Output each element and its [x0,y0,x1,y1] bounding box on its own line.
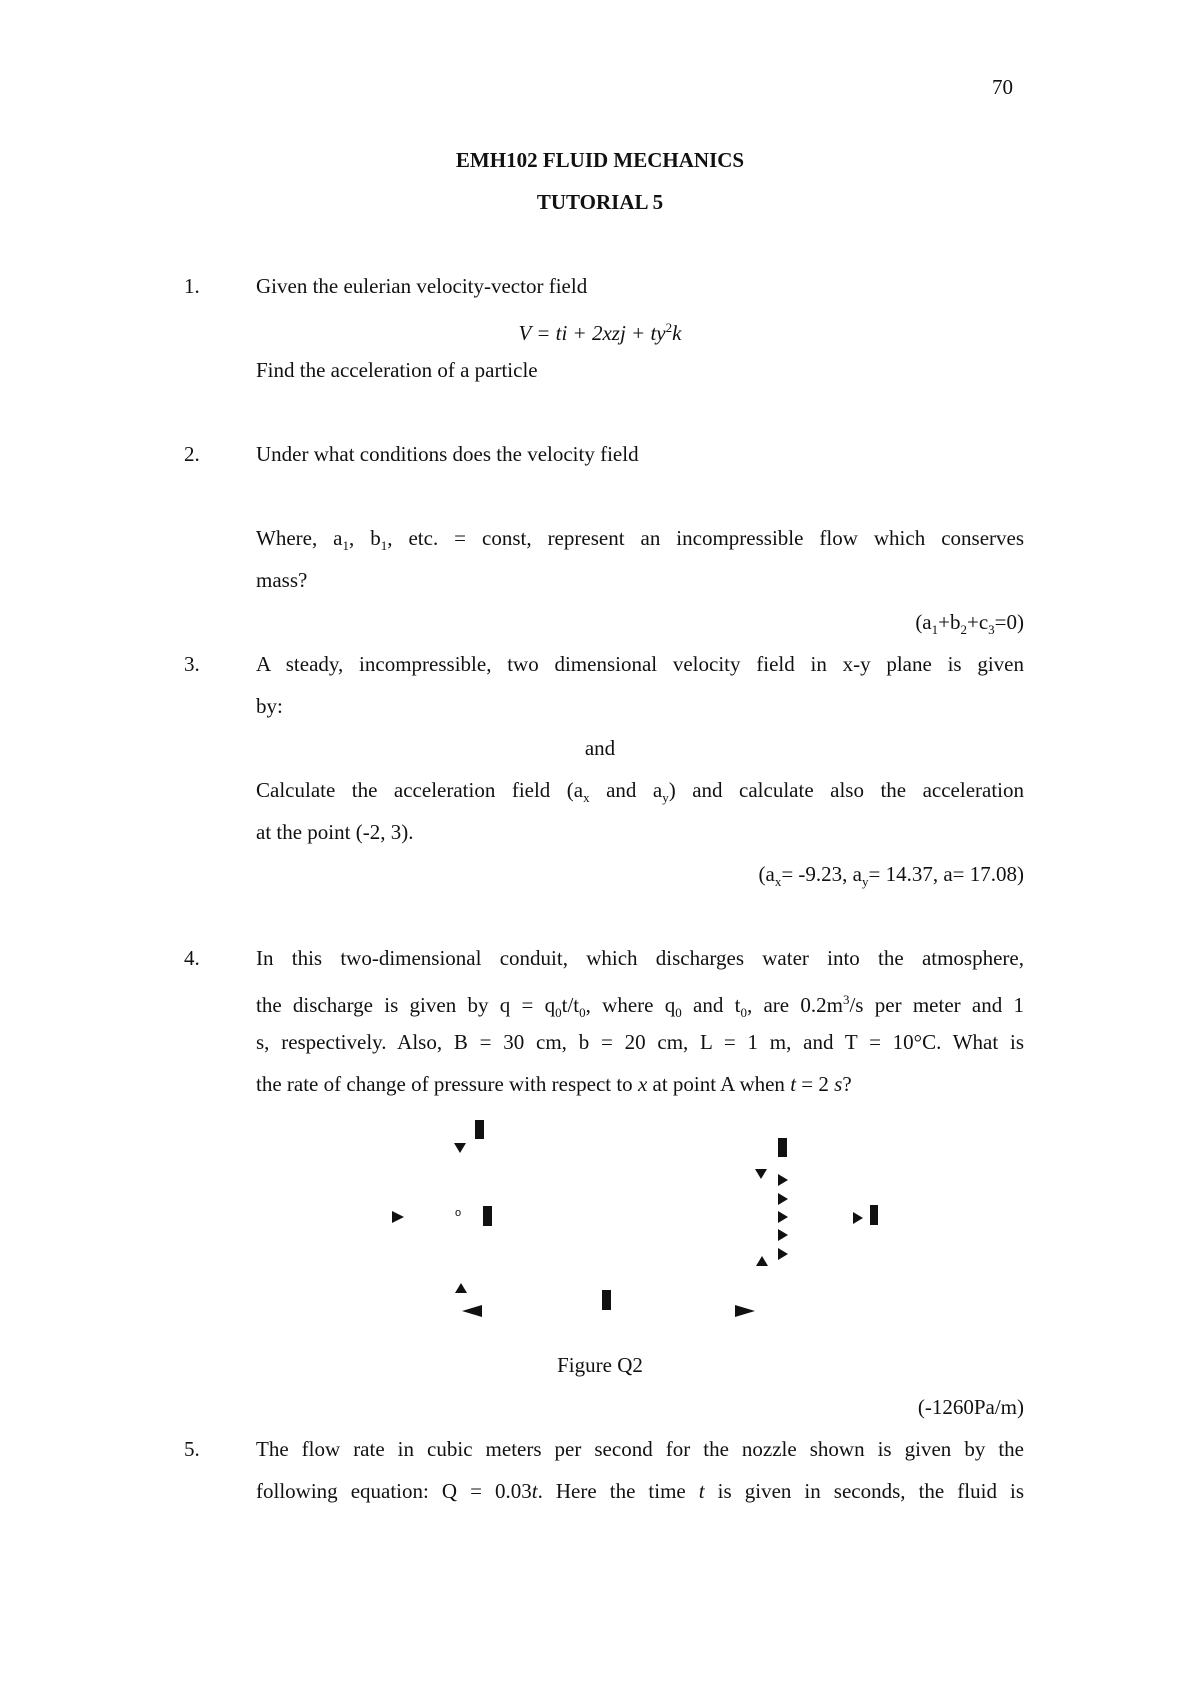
q3-answer: ($a_x= -9.23$, $a_y= 14.37$, a= 17.08) [758,862,1024,890]
q5-equation: following equation: Q = 0.03t. Here the time t is given in seconds, the fluid is [256,1479,1024,1503]
figure-arrow-down [755,1169,767,1179]
tutorial-title: TUTORIAL 5 [536,190,664,214]
q2-text: Under what conditions does the velocity field [256,442,639,466]
q5-text: The flow rate in cubic meters per second for the nozzle shown is given by the [256,1437,1024,1461]
q3-point: at the point (-2, 3). [256,820,414,844]
q2-text-cont: mass? [256,568,308,592]
figure-caption: Figure Q2 [557,1353,643,1377]
figure-arrow-right [778,1248,788,1260]
q3-text-cont: by: [256,694,283,718]
q1-text: Given the eulerian velocity-vector field [256,274,588,298]
figure-arrow-right [778,1174,788,1186]
q1-equation: V = ti + $2xzj + ty^2k$ [518,320,682,345]
figure-arrow-up [455,1283,467,1293]
figure-mark [475,1120,484,1139]
figure-mark [778,1138,787,1157]
figure-arrow-right [778,1193,788,1205]
q2-number: 2. [184,442,200,466]
figure-arrow-right [392,1211,404,1223]
figure-arrow-down [454,1143,466,1153]
q4-answer: (-1260Pa/m) [917,1395,1024,1419]
q3-text: A steady, incompressible, two dimensional velocity field in x-y plane is given [256,652,1024,676]
q3-number: 3. [184,652,200,676]
q5-number: 5. [184,1437,200,1461]
q4-question: the rate of change of pressure with respect to x at point A when t = 2 s? [256,1072,852,1096]
figure-arrow-right [853,1212,863,1224]
figure-mark [870,1205,878,1225]
page-number: 70 [992,75,1013,99]
course-title: EMH102 FLUID MECHANICS [455,148,745,172]
q4-number: 4. [184,946,200,970]
q4-dimensions: s, respectively. Also, B = 30 cm, b = 20 cm, L = 1 m, and T = 10°C. What is [256,1030,1024,1054]
q1-number: 1. [184,274,200,298]
q4-text: In this two-dimensional conduit, which discharges water into the atmosphere, [256,946,1024,970]
figure-arrow-right [778,1229,788,1241]
figure-arrow-right [735,1305,755,1317]
q2-condition: Where, $a_1$, $b_1$, etc. = const, represent an incompressible flow which conserves [256,526,1024,554]
figure-mark [483,1206,492,1226]
q1-question: Find the acceleration of a particle [256,358,538,382]
figure-arrow-up [756,1256,768,1266]
figure-arrow-right [778,1211,788,1223]
figure-arrow-left [462,1305,482,1317]
q3-and: and [584,736,616,760]
q4-discharge: the discharge is given by $q = q_0t/t_0$, where $q_0$ and $t_0$, are $0.2m^3/s$ per meter and 1 [256,992,1024,1021]
figure-label-small: o [455,1207,462,1219]
q2-answer: $(a_1+b_2+c_3=0)$ [915,610,1024,638]
q3-calc: Calculate the acceleration field ($a_x$ and $a_y$) and calculate also the acceleration [256,778,1025,806]
figure-mark [602,1290,611,1310]
